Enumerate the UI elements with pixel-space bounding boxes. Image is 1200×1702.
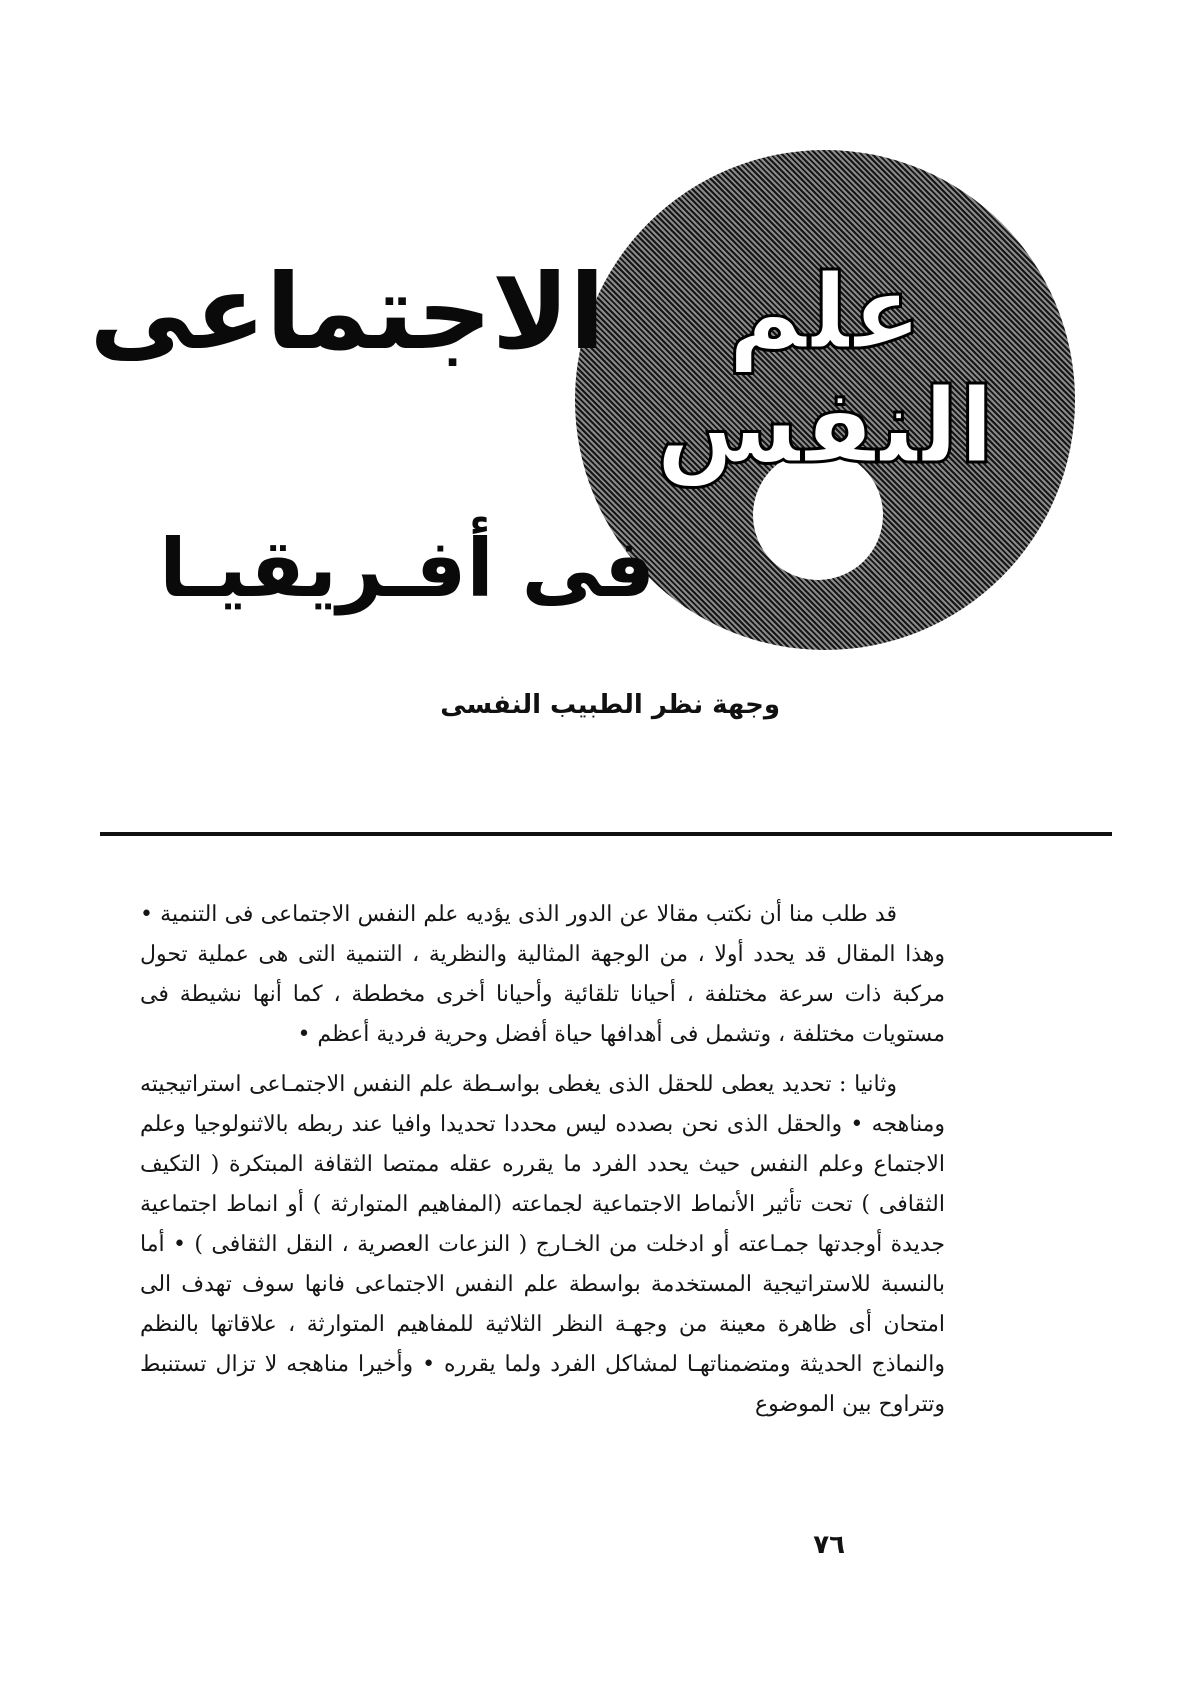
article-body <box>140 895 945 1425</box>
page-number: ٧٦ <box>813 1530 845 1560</box>
paragraph-1: قد طلب منا أن نكتب مقالا عن الدور الذى يؤديه علم النفس الاجتماعى فى التنمية • وهذا المقال قد يحدد أولا ، من الوجهة المثالية والنظرية ، التنمية التى هى عملية تحول مركبة ذات سرعة مختلفة ، أحيانا تلقائية وأحيانا أخرى مخططة ، كما أنها نشيطة فى مستويات مختلفة ، وتشمل فى أهدافها حياة أفضل وحرية فردية أعظم • <box>140 902 945 1047</box>
horizontal-divider <box>100 832 1112 836</box>
title-right-text: الاجتماعى <box>89 251 605 373</box>
article-subtitle: وجهة نظر الطبيب النفسى <box>440 690 780 720</box>
title-circle-text: علم النفس <box>655 251 995 488</box>
paragraph-2: وثانيا : تحديد يعطى للحقل الذى يغطى بواسـطة علم النفس الاجتمـاعى استراتيجيته ومناهجه • والحقل الذى نحن بصدده ليس محددا تحديدا وافيا عند ربطه بالاثنولوجيا وعلم الاجتماع وعلم النفس حيث يحدد الفرد ما يقرره عقله ممتصا الثقافة المبتكرة ( التكيف الثقافى ) تحت تأثير الأنماط الاجتماعية لجماعته (المفاهيم المتوارثة ) أو انماط اجتماعية جديدة أوجدتها جمـاعته أو ادخلت من الخـارج ( النزعات العصرية ، النقل الثقافى ) • أما بالنسبة للاستراتيجية المستخدمة بواسطة علم النفس الاجتماعى فانها سوف تهدف الى امتحان أى ظاهرة معينة من وجهـة النظر الثلاثية للمفاهيم المتوارثة ، علاقاتها بالنظم والنماذج الحديثة ومتضمناتهـا لمشاكل الفرد ولما يقرره • وأخيرا مناهجه لا تزال تستنبط وتتراوح بين الموضوع <box>140 1072 945 1417</box>
title-second-line: فى أفـريقيـا <box>159 522 655 615</box>
